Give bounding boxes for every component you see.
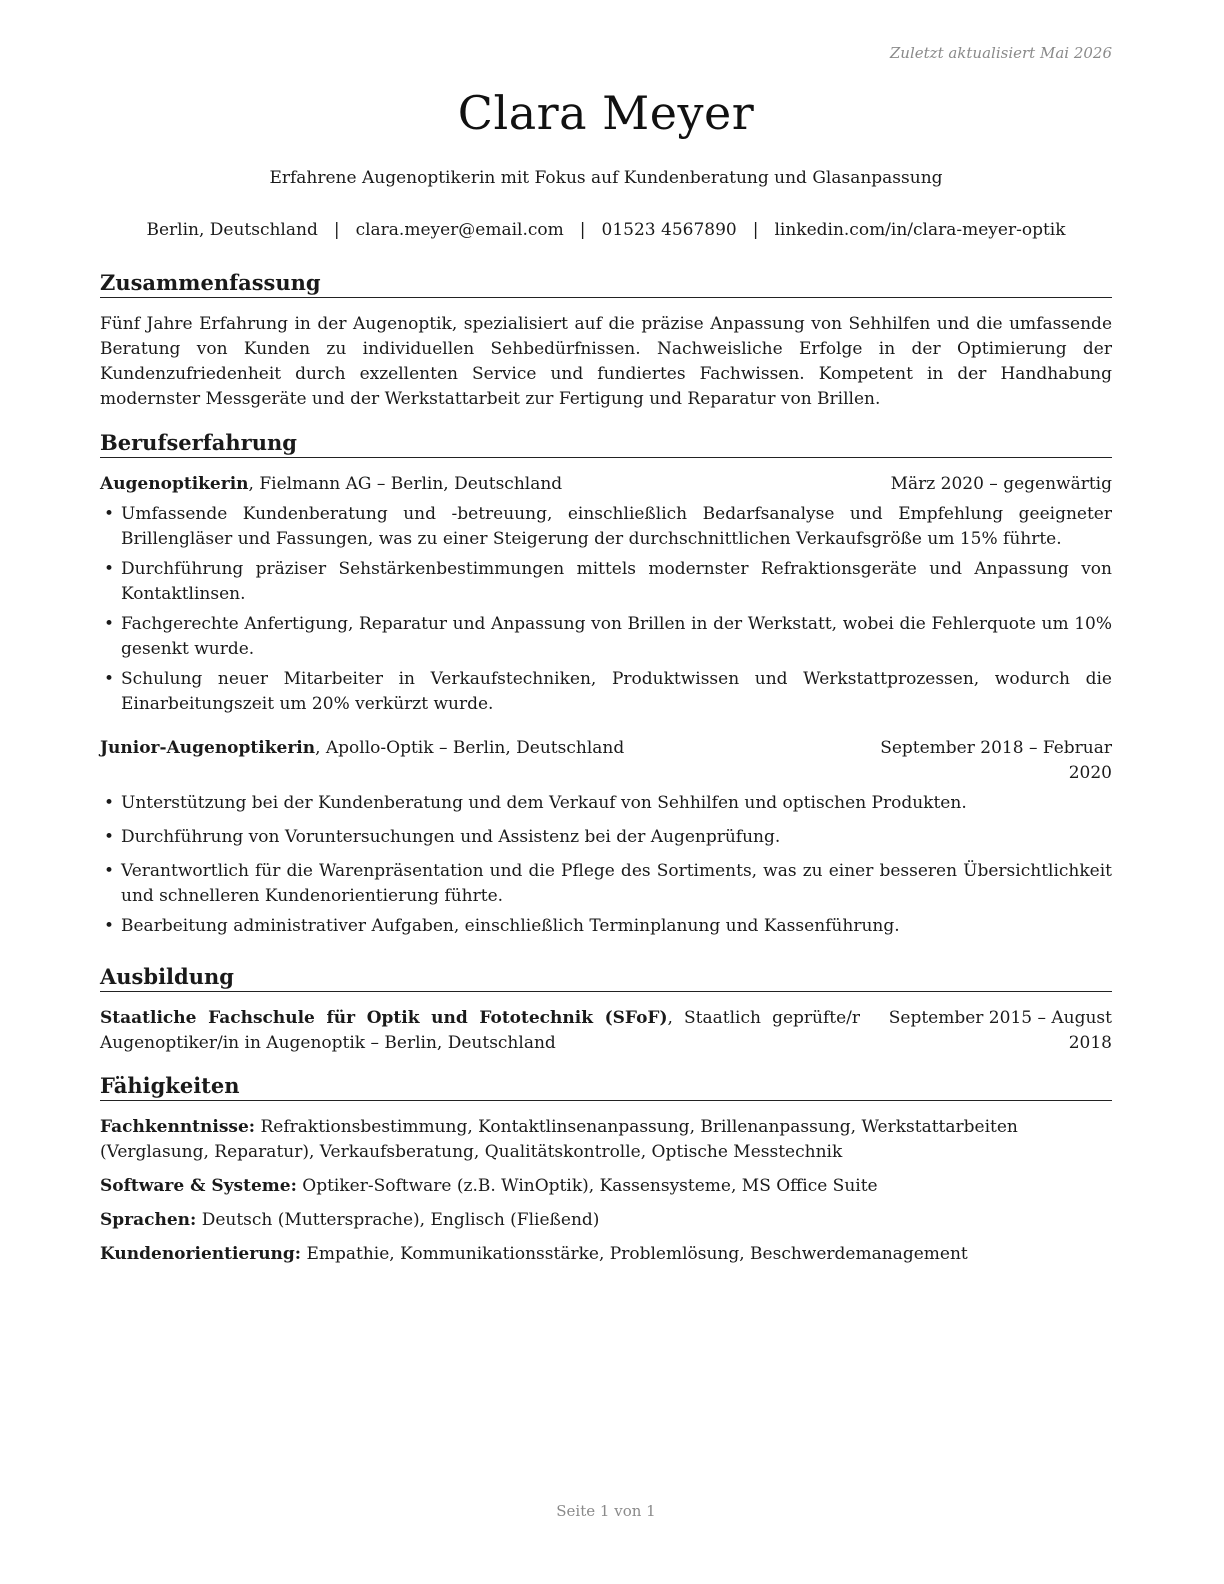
job-title-line bbox=[100, 736, 624, 786]
job-dates: September 2018 – Februar 2020 bbox=[880, 738, 1112, 783]
job-dates: März 2020 – gegenwärtig bbox=[890, 474, 1112, 494]
experience-section bbox=[100, 430, 1112, 944]
job-company: , Apollo-Optik – Berlin, Deutschland bbox=[315, 738, 625, 758]
last-updated-note: Zuletzt aktualisiert Mai 2026 bbox=[889, 44, 1112, 62]
experience-heading: Berufserfahrung bbox=[100, 430, 1112, 458]
contact-email[interactable]: clara.meyer@email.com bbox=[355, 220, 564, 240]
bullet-item: • Durchführung von Voruntersuchungen und Assistenz bei der Augenprüfung. bbox=[100, 825, 1112, 850]
bullet-item: • Durchführung präziser Sehstärkenbestimmungen mittels modernster Refraktionsgeräte und Anpassung von Kontaktlinsen. bbox=[104, 559, 1112, 604]
skill-label: Software & Systeme: bbox=[100, 1176, 297, 1196]
job-header bbox=[100, 736, 1112, 786]
skill-text: Optiker-Software (z.B. WinOptik), Kassensysteme, MS Office Suite bbox=[296, 1176, 878, 1196]
summary-text: Fünf Jahre Erfahrung in der Augenoptik, spezialisiert auf die präzise Anpassung von Sehhilfen und die umfassende Beratung von Kunden zu individuellen Sehbedürfnissen. Nachweisliche Erfolge in der Optimierung der Kundenzufriedenheit durch exzellenten Service und fundiertes Fachwissen. Kompetent in der Handhabung modernster Messgeräte und der Werkstattarbeit zur Fertigung und Reparatur von Brillen. bbox=[100, 314, 1112, 409]
contact-phone: 01523 4567890 bbox=[601, 220, 737, 240]
bullet-item: • Bearbeitung administrativer Aufgaben, einschließlich Terminplanung und Kassenführung. bbox=[100, 914, 1112, 939]
contact-location: Berlin, Deutschland bbox=[146, 220, 318, 240]
bullet-dot-icon: • bbox=[104, 614, 115, 634]
skill-text: Deutsch (Muttersprache), Englisch (Fließend) bbox=[196, 1210, 600, 1230]
education-degree: , Staatlich geprüfte/r Augenoptiker/in in Augenoptik – Berlin, Deutschland bbox=[100, 1008, 861, 1053]
skill-text: Refraktionsbestimmung, Kontaktlinsenanpassung, Brillenanpassung, Werkstattarbeiten (Verglasung, Reparatur), Verkaufsberatung, Qualitätskontrolle, Optische Messtechnik bbox=[100, 1117, 1018, 1162]
job-role: Augenoptikerin bbox=[100, 474, 249, 494]
bullet-item: • Umfassende Kundenberatung und -betreuung, einschließlich Bedarfsanalyse und Empfehlung geeigneter Brillengläser und Fassungen, was zu einer Steigerung der durchschnittlichen Verkaufsgröße um 15% führte. bbox=[104, 504, 1112, 549]
bullet-dot-icon: • bbox=[104, 669, 115, 689]
education-section bbox=[100, 964, 1112, 1056]
education-heading: Ausbildung bbox=[100, 964, 1112, 992]
contact-separator: | bbox=[333, 220, 340, 240]
skill-item bbox=[100, 1242, 1112, 1267]
job-entry bbox=[100, 736, 1112, 939]
bullet-item: • Verantwortlich für die Warenpräsentation und die Pflege des Sortiments, was zu einer besseren Übersichtlichkeit und schnelleren Kundenorientierung führte. bbox=[104, 861, 1112, 906]
job-company: , Fielmann AG – Berlin, Deutschland bbox=[248, 474, 563, 494]
skills-section bbox=[100, 1073, 1112, 1276]
bullet-dot-icon: • bbox=[104, 827, 115, 847]
resume-page bbox=[100, 0, 1112, 1584]
skill-label: Sprachen: bbox=[100, 1210, 197, 1230]
bullet-item: • Fachgerechte Anfertigung, Reparatur und Anpassung von Brillen in der Werkstatt, wobei die Fehlerquote um 10% gesenkt wurde. bbox=[104, 614, 1112, 659]
skill-item bbox=[100, 1208, 1112, 1233]
contact-separator: | bbox=[579, 220, 586, 240]
bullet-dot-icon: • bbox=[104, 793, 115, 813]
job-bullets bbox=[100, 791, 1112, 939]
contact-linkedin[interactable]: linkedin.com/in/clara-meyer-optik bbox=[774, 220, 1066, 240]
tagline: Erfahrene Augenoptikerin mit Fokus auf Kundenberatung und Glasanpassung bbox=[269, 168, 943, 188]
skill-label: Fachkenntnisse: bbox=[100, 1117, 256, 1137]
skill-text: Empathie, Kommunikationsstärke, Problemlösung, Beschwerdemanagement bbox=[301, 1244, 968, 1264]
bullet-dot-icon: • bbox=[104, 504, 115, 524]
education-dates: September 2015 – August 2018 bbox=[888, 1008, 1112, 1053]
bullet-item: • Schulung neuer Mitarbeiter in Verkaufstechniken, Produktwissen und Werkstattprozessen, wodurch die Einarbeitungszeit um 20% verkürzt wurde. bbox=[104, 669, 1112, 714]
summary-heading: Zusammenfassung bbox=[100, 270, 1112, 298]
education-title-line bbox=[100, 1006, 860, 1056]
bullet-dot-icon: • bbox=[104, 559, 115, 579]
job-bullets bbox=[100, 502, 1112, 717]
summary-section bbox=[100, 270, 1112, 412]
education-school: Staatliche Fachschule für Optik und Fototechnik (SFoF) bbox=[100, 1008, 668, 1028]
contact-separator: | bbox=[752, 220, 759, 240]
contact-line bbox=[100, 220, 1112, 240]
candidate-name: Clara Meyer bbox=[457, 86, 755, 140]
bullet-item: • Unterstützung bei der Kundenberatung und dem Verkauf von Sehhilfen und optischen Produkten. bbox=[100, 791, 1112, 816]
skill-item bbox=[100, 1115, 1112, 1165]
job-role: Junior-Augenoptikerin bbox=[100, 738, 316, 758]
job-title-line bbox=[100, 472, 562, 497]
job-entry bbox=[100, 472, 1112, 717]
skill-item bbox=[100, 1174, 1112, 1199]
skills-list bbox=[100, 1115, 1112, 1267]
bullet-dot-icon: • bbox=[104, 861, 115, 881]
page-number: Seite 1 von 1 bbox=[556, 1502, 656, 1520]
job-header bbox=[100, 472, 1112, 497]
education-entry bbox=[100, 1006, 1112, 1056]
skill-label: Kundenorientierung: bbox=[100, 1244, 302, 1264]
bullet-dot-icon: • bbox=[104, 916, 115, 936]
skills-heading: Fähigkeiten bbox=[100, 1073, 1112, 1101]
